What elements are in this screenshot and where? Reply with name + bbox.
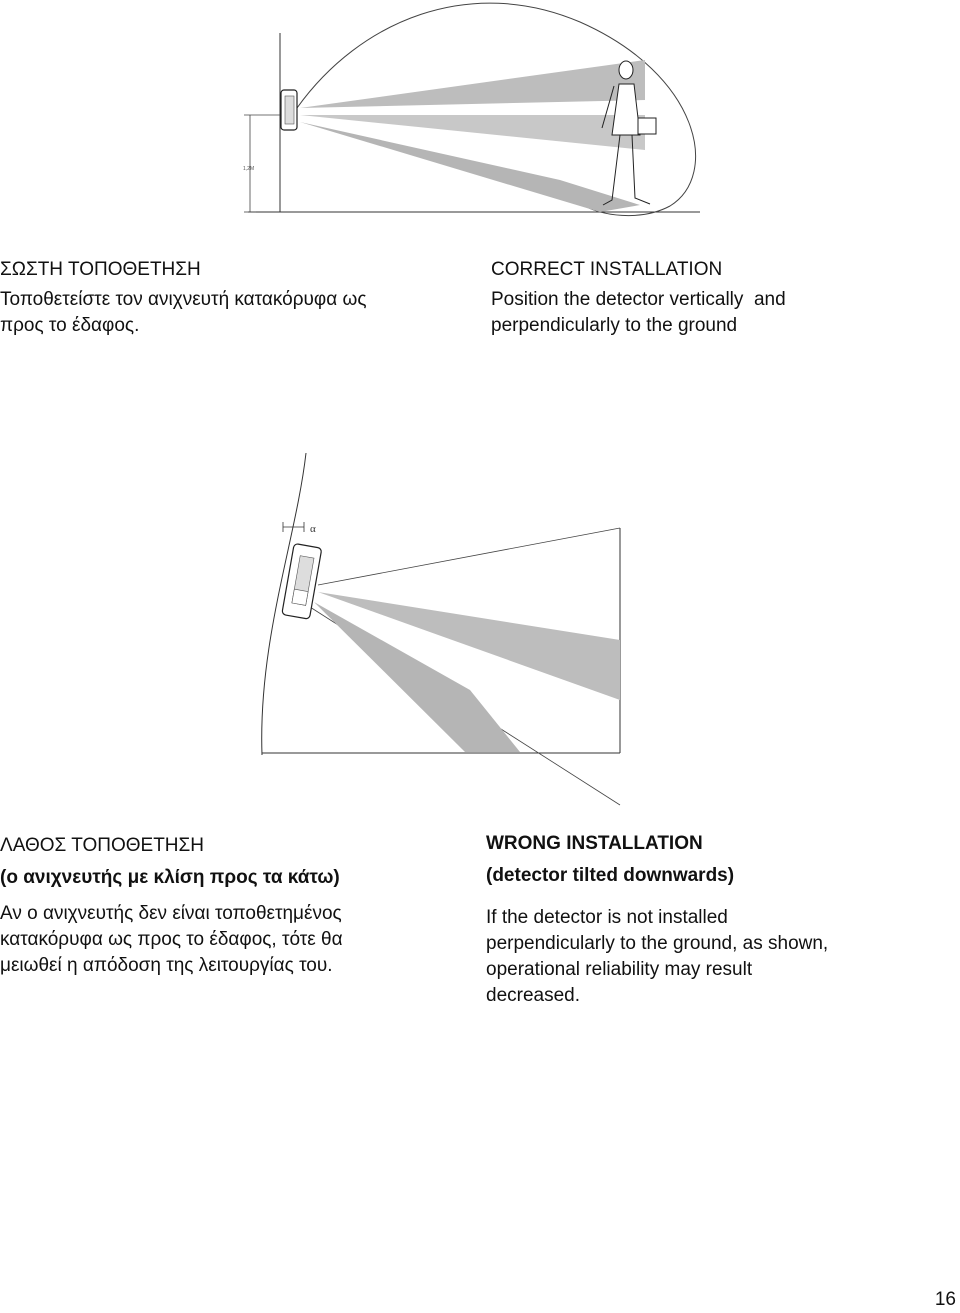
angle-label: α [310, 523, 316, 535]
correct-english-line1: Position the detector vertically and [491, 289, 786, 310]
tilted-detector [282, 543, 322, 619]
wrong-greek-line: κατακόρυφα ως προς το έδαφος, τότε θα [0, 929, 343, 950]
wrong-english-line: operational reliability may result [486, 959, 753, 980]
correct-greek-title: ΣΩΣΤΗ ΤΟΠΟΘΕΤΗΣΗ [0, 259, 201, 280]
wrong-greek-title: ΛΑΘΟΣ ΤΟΠΟΘΕΤΗΣΗ [0, 835, 204, 856]
correct-greek-line2: προς το έδαφος. [0, 315, 140, 336]
correct-english-block [491, 257, 931, 339]
page-number: 16 [934, 1289, 956, 1310]
wrong-greek-line: Αν ο ανιχνευτής δεν είναι τοποθετημένος [0, 903, 342, 924]
wrong-english-line: perpendicularly to the ground, as shown, [486, 933, 829, 954]
correct-greek-line1: Τοποθετείστε τον ανιχνευτή κατακόρυφα ως [0, 289, 367, 310]
upper-ray [318, 528, 620, 585]
height-label: 1,2M [243, 166, 255, 172]
correct-english-title: CORRECT INSTALLATION [491, 259, 723, 280]
correct-english-line2: perpendicularly to the ground [491, 315, 738, 336]
wrong-english-subtitle: (detector tilted downwards) [486, 865, 735, 886]
wrong-english-line: If the detector is not installed [486, 907, 728, 928]
wrong-greek-line: μειωθεί η απόδοση της λειτουργίας του. [0, 955, 333, 976]
wrong-english-block [486, 831, 946, 1009]
wrong-greek-block [0, 833, 470, 979]
correct-greek-block [0, 257, 470, 339]
wrong-greek-subtitle: (ο ανιχνευτής με κλίση προς τα κάτω) [0, 867, 340, 888]
wrong-english-line: decreased. [486, 985, 581, 1006]
wrong-english-title: WRONG INSTALLATION [486, 833, 703, 854]
